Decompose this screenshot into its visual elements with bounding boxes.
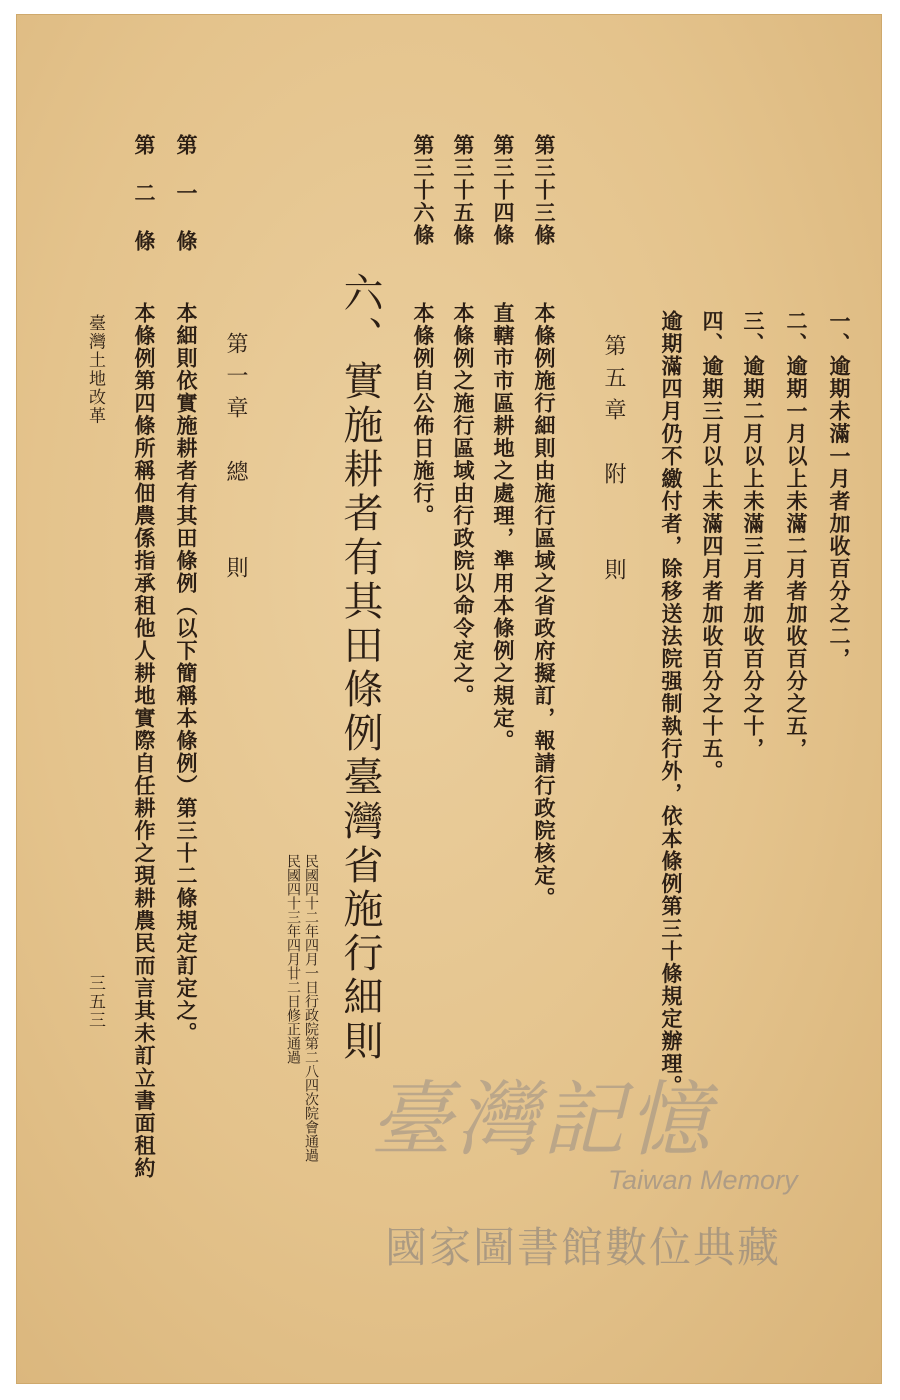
article-34-text: 直轄市市區耕地之處理，準用本條例之規定。 — [491, 302, 516, 752]
item-line-4: 四、逾期三月以上未滿四月者加收百分之十五。 — [700, 310, 725, 783]
article-34-number: 第三十四條 — [491, 134, 516, 247]
adoption-date-2: 民國四十三年四月廿二日修正通過 — [285, 854, 301, 1064]
watermark-logo: 臺灣記憶 — [370, 1073, 714, 1168]
article-36-text: 本條例自公佈日施行。 — [411, 302, 436, 527]
article-1-text: 本細則依實施耕者有其田條例（以下簡稱本條例）第三十二條規定訂定之。 — [174, 302, 199, 1045]
article-35-text: 本條例之施行區域由行政院以命令定之。 — [451, 302, 476, 707]
watermark-library: 國家圖書館數位典藏 — [385, 1223, 782, 1272]
article-2-text: 本條例第四條所稱佃農係指承租他人耕地實際自任耕作之現耕農民而言其未訂立書面租約 — [132, 302, 157, 1180]
page-number: 三五三 — [85, 974, 105, 1030]
article-1-number: 第 一 條 — [174, 134, 199, 254]
item-line-3: 三、逾期二月以上未滿三月者加收百分之十， — [741, 310, 766, 760]
chapter-5-heading: 第五章 附 則 — [601, 334, 626, 590]
adoption-date-1: 民國四十二年四月一日行政院第二八四次院會通過 — [303, 854, 319, 1162]
article-33-text: 本條例施行細則由施行區域之省政府擬訂，報請行政院核定。 — [532, 302, 557, 910]
article-33-number: 第三十三條 — [532, 134, 557, 247]
article-2-number: 第 二 條 — [132, 134, 157, 254]
article-36-number: 第三十六條 — [411, 134, 436, 247]
chapter-1-heading: 第一章 總 則 — [223, 332, 248, 588]
page-title: 六、實施耕者有其田條例臺灣省施行細則 — [337, 272, 383, 1064]
watermark-english: Taiwan Memory — [608, 1165, 798, 1195]
book-title-footer: 臺灣土地改革 — [85, 314, 105, 425]
item-line-5: 逾期滿四月仍不繳付者，除移送法院强制執行外，依本條例第三十條規定辦理。 — [659, 310, 684, 1098]
item-line-1: 一、逾期未滿一月者加收百分之二， — [827, 310, 852, 670]
article-35-number: 第三十五條 — [451, 134, 476, 247]
item-line-2: 二、逾期一月以上未滿二月者加收百分之五， — [784, 310, 809, 760]
